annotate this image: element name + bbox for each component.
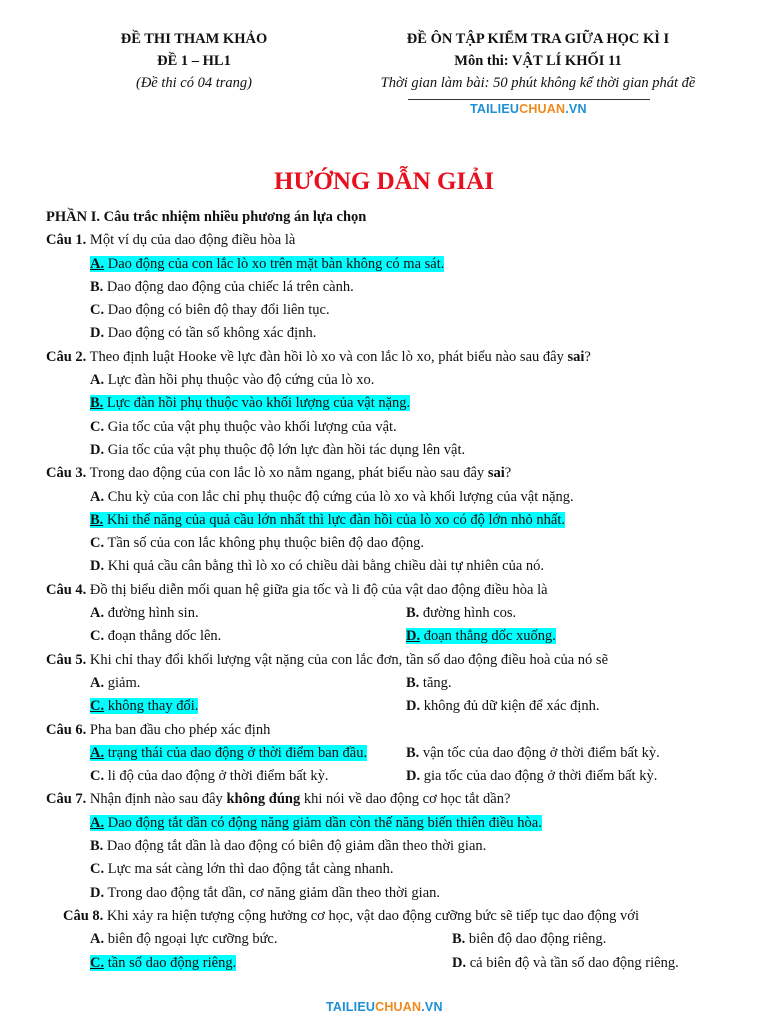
q8-option-c: C. tần số dao động riêng.: [90, 954, 237, 971]
question-7: Câu 7. Nhận định nào sau đây không đúng khi nói về dao động cơ học tắt dần?: [46, 791, 511, 808]
q4-options-cd: [46, 625, 736, 648]
q5-options-cd: [46, 695, 736, 718]
q8-option-a: A. biên độ ngoại lực cưỡng bức.: [90, 931, 278, 948]
q1-option-c: C. Dao động có biên độ thay đổi liên tục.: [90, 302, 330, 319]
q3-option-d: D. Khi quả cầu cân bằng thì lò xo có chiều dài bằng chiều dài tự nhiên của nó.: [90, 558, 545, 575]
question-2: Câu 2. Theo định luật Hooke về lực đàn hồi lò xo và con lắc lò xo, phát biểu nào sau đây sai?: [46, 348, 591, 365]
q2-option-b: B. Lực đàn hồi phụ thuộc vào khối lượng của vật nặng.: [90, 395, 411, 412]
q7-option-d: D. Trong dao động tắt dần, cơ năng giảm dần theo thời gian.: [90, 884, 441, 901]
q6-option-b: B. vận tốc của dao động ở thời điểm bất kỳ.: [406, 744, 660, 761]
q3-option-a: A. Chu kỳ của con lắc chỉ phụ thuộc độ cứng của lò xo và khối lượng của vật nặng.: [90, 488, 574, 505]
exam-type: ĐỀ THI THAM KHẢO: [120, 31, 268, 47]
exam-code: ĐỀ 1 – HL1: [157, 53, 231, 69]
q8-option-d: D. cả biên độ và tần số dao động riêng.: [452, 954, 679, 971]
q5-option-a: A. giảm.: [90, 674, 141, 691]
q4-option-d: D. đoạn thẳng dốc xuống.: [406, 628, 556, 645]
q7-option-b: B. Dao động tắt dần là dao động có biên độ giảm dần theo thời gian.: [90, 838, 487, 855]
q6-option-a: A. trạng thái của dao động ở thời điểm ban đầu.: [90, 744, 368, 761]
q7-option-c: C. Lực ma sát càng lớn thì dao động tắt càng nhanh.: [90, 861, 394, 878]
q4-options-ab: [46, 602, 736, 625]
q1-option-a: A. Dao động của con lắc lò xo trên mặt bàn không có ma sát.: [90, 255, 445, 272]
q5-options-ab: [46, 672, 736, 695]
header-right: [368, 28, 708, 94]
q4-option-c: C. đoạn thẳng dốc lên.: [90, 628, 222, 645]
page-title: HƯỚNG DẪN GIẢI: [274, 168, 494, 195]
logo-top: TAILIEUCHUAN.VN: [470, 102, 587, 116]
header-divider: [408, 99, 650, 100]
answer-content: [46, 206, 736, 975]
q6-options-cd: [46, 765, 736, 788]
q6-option-d: D. gia tốc của dao động ở thời điểm bất kỳ.: [406, 768, 658, 785]
q5-option-b: B. tăng.: [406, 674, 452, 691]
q3-option-b: B. Khi thế năng của quả cầu lớn nhất thì lực đàn hồi của lò xo có độ lớn nhỏ nhất.: [90, 511, 566, 528]
question-1: Câu 1. Một ví dụ của dao động điều hòa là: [46, 232, 296, 249]
question-6: Câu 6. Pha ban đầu cho phép xác định: [46, 721, 271, 738]
exam-title: ĐỀ ÔN TẬP KIỂM TRA GIỮA HỌC KÌ I: [406, 31, 670, 47]
q8-options-cd: [46, 952, 736, 975]
question-5: Câu 5. Khi chỉ thay đổi khối lượng vật nặng của con lắc đơn, tần số dao động điều hoà của nó sẽ: [46, 651, 609, 668]
page-count-note: (Đề thi có 04 trang): [136, 75, 252, 91]
q2-option-d: D. Gia tốc của vật phụ thuộc độ lớn lực đàn hồi tác dụng lên vật.: [90, 441, 466, 458]
q5-option-c: C. không thay đổi.: [90, 698, 199, 715]
q2-option-c: C. Gia tốc của vật phụ thuộc vào khối lượng của vật.: [90, 418, 397, 435]
q2-option-a: A. Lực đàn hồi phụ thuộc vào độ cứng của lò xo.: [90, 372, 375, 389]
question-3: Câu 3. Trong dao động của con lắc lò xo nằm ngang, phát biểu nào sau đây sai?: [46, 465, 512, 482]
q4-option-b: B. đường hình cos.: [406, 605, 517, 622]
subject: Môn thi: VẬT LÍ KHỐI 11: [454, 53, 622, 69]
question-4: Câu 4. Đồ thị biểu diễn mối quan hệ giữa gia tốc và li độ của vật dao động điều hòa là: [46, 581, 548, 598]
q3-option-c: C. Tần số của con lắc không phụ thuộc biên độ dao động.: [90, 535, 424, 552]
q8-option-b: B. biên độ dao động riêng.: [452, 931, 607, 948]
q7-option-a: A. Dao động tắt dần có động năng giảm dần còn thế năng biến thiên điều hòa.: [90, 814, 542, 831]
q1-option-b: B. Dao động dao động của chiếc lá trên cành.: [90, 278, 354, 295]
question-8: Câu 8. Khi xảy ra hiện tượng cộng hưởng cơ học, vật dao động cưỡng bức sẽ tiếp tục dao động với: [63, 907, 639, 924]
section-heading: PHẦN I. Câu trắc nhiệm nhiều phương án lựa chọn: [46, 209, 367, 225]
header-left: [80, 28, 308, 94]
q4-option-a: A. đường hình sin.: [90, 605, 199, 622]
q5-option-d: D. không đủ dữ kiện để xác định.: [406, 698, 600, 715]
q6-option-c: C. li độ của dao động ở thời điểm bất kỳ.: [90, 768, 329, 785]
time-limit: Thời gian làm bài: 50 phút không kể thời gian phát đề: [380, 75, 696, 91]
q8-options-ab: [46, 928, 736, 951]
q6-options-ab: [46, 742, 736, 765]
logo-bottom: TAILIEUCHUAN.VN: [326, 1000, 443, 1014]
q1-option-d: D. Dao động có tần số không xác định.: [90, 325, 317, 342]
